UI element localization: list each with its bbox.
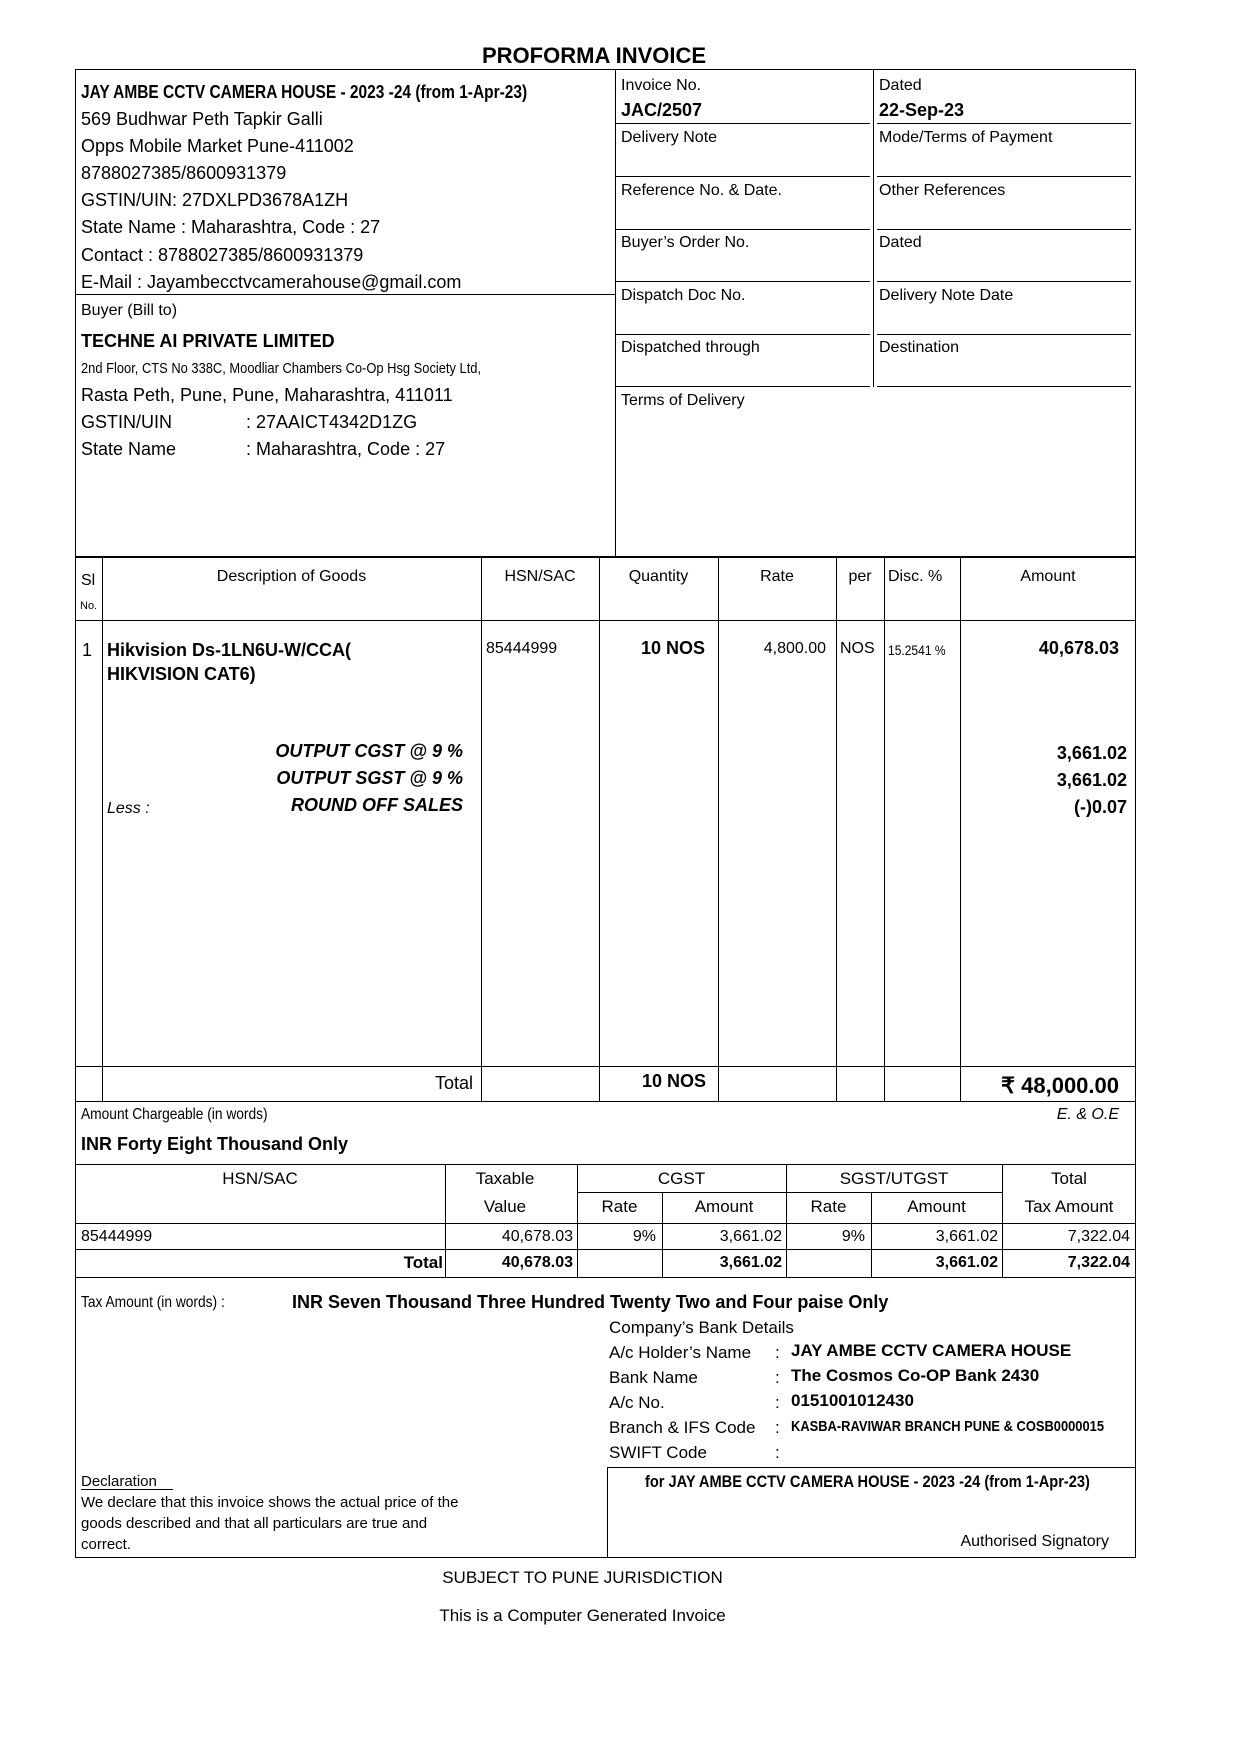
col-quantity: Quantity (628, 568, 689, 585)
buyer-state-label: State Name (81, 439, 177, 459)
round-off-amount: (-)0.07 (1073, 797, 1127, 817)
items-top (75, 556, 1136, 558)
declaration-line-2: goods described and that all particulars are true and (81, 1515, 428, 1532)
buyer-address-2: Rasta Peth, Pune, Pune, Maharashtra, 411011 (81, 385, 453, 405)
meta-line (877, 123, 1131, 124)
less-prefix: Less : (107, 800, 150, 817)
tax-line (75, 1277, 1136, 1278)
tax-row-hsn: 85444999 (81, 1228, 153, 1245)
signature-for: for JAY AMBE CCTV CAMERA HOUSE - 2023 -24 (from 1-Apr-23) (645, 1472, 1090, 1491)
bank-colon: : (775, 1343, 780, 1362)
meta-line (615, 229, 870, 230)
invoice-date: 22-Sep-23 (879, 100, 965, 120)
destination-label: Destination (879, 339, 960, 356)
tax-total-amount: 7,322.04 (1067, 1254, 1130, 1271)
total-amount: ₹ 48,000.00 (1001, 1073, 1119, 1098)
bank-acno: 0151001012430 (791, 1391, 914, 1410)
total-quantity: 10 NOS (641, 1071, 706, 1091)
bank-swift-label: SWIFT Code (609, 1443, 707, 1462)
authorised-signatory: Authorised Signatory (960, 1533, 1109, 1550)
item-amount: 40,678.03 (1038, 638, 1119, 658)
meta-line (877, 229, 1131, 230)
meta-line (877, 281, 1131, 282)
meta-divider (873, 69, 874, 387)
seller-name: JAY AMBE CCTV CAMERA HOUSE - 2023 -24 (from 1-Apr-23) (81, 82, 528, 102)
sgst-amount: 3,661.02 (1056, 770, 1127, 790)
buyers-order-label: Buyer’s Order No. (621, 234, 750, 251)
bank-branch-label: Branch & IFS Code (609, 1418, 756, 1437)
seller-address-1: 569 Budhwar Peth Tapkir Galli (81, 109, 323, 129)
bank-holder: JAY AMBE CCTV CAMERA HOUSE (791, 1341, 1072, 1360)
jurisdiction: SUBJECT TO PUNE JURISDICTION (442, 1568, 723, 1587)
tax-col-taxable-1: Taxable (475, 1169, 535, 1188)
tax-col-hsn: HSN/SAC (222, 1169, 298, 1188)
bank-holder-label: A/c Holder’s Name (609, 1343, 752, 1362)
tax-total-cgst: 3,661.02 (719, 1254, 782, 1271)
cgst-amount: 3,661.02 (1056, 743, 1127, 763)
col-per: per (848, 568, 872, 585)
tax-amount-in-words: INR Seven Thousand Three Hundred Twenty Two and Four paise Only (292, 1292, 889, 1312)
tax-line (75, 1249, 1136, 1250)
reference-label: Reference No. & Date. (621, 182, 782, 199)
col-description: Description of Goods (216, 568, 367, 585)
signature-box-left (607, 1467, 608, 1558)
tax-col-cgst-rate: Rate (601, 1197, 638, 1216)
invoice-no-label: Invoice No. (621, 77, 702, 94)
meta-line (615, 386, 870, 387)
bank-colon: : (775, 1418, 780, 1437)
col-no: No. (80, 600, 98, 612)
mode-terms-label: Mode/Terms of Payment (879, 129, 1053, 146)
tax-row-taxable: 40,678.03 (501, 1228, 573, 1245)
bank-colon: : (775, 1368, 780, 1387)
tax-row-sgst-amount: 3,661.02 (935, 1228, 998, 1245)
item-hsn: 85444999 (486, 640, 558, 657)
buyer-state-value: : Maharashtra, Code : 27 (246, 439, 446, 459)
items-header-bottom (75, 620, 1136, 621)
tax-line (75, 1223, 1136, 1224)
cgst-label: OUTPUT CGST @ 9 % (275, 741, 463, 761)
tax-row-total: 7,322.04 (1067, 1228, 1130, 1245)
header-divider (615, 69, 616, 556)
seller-email: E-Mail : Jayambecctvcamerahouse@gmail.com (81, 272, 462, 292)
dispatched-through-label: Dispatched through (621, 339, 760, 356)
col-hsn: HSN/SAC (504, 568, 576, 585)
page-title: PROFORMA INVOICE (482, 43, 707, 68)
frame-left (75, 69, 76, 1558)
terms-of-delivery-label: Terms of Delivery (621, 392, 745, 409)
frame-bottom (75, 1557, 1136, 1558)
tax-row-sgst-rate: 9% (841, 1228, 865, 1245)
dated-label: Dated (879, 77, 922, 94)
meta-line (877, 334, 1131, 335)
buyer-gstin-label: GSTIN/UIN (81, 412, 173, 432)
tax-col-cgst-amount: Amount (694, 1197, 754, 1216)
tax-col-sgst-amount: Amount (907, 1197, 966, 1216)
seller-state: State Name : Maharashtra, Code : 27 (81, 217, 381, 237)
amount-words-label: Amount Chargeable (in words) (81, 1106, 268, 1123)
meta-line (615, 123, 870, 124)
tax-col-sgst-rate: Rate (810, 1197, 847, 1216)
seller-gstin: GSTIN/UIN: 27DXLPD3678A1ZH (81, 190, 349, 210)
item-description-2: HIKVISION CAT6) (107, 664, 256, 684)
item-quantity: 10 NOS (640, 638, 705, 658)
buyer-heading: Buyer (Bill to) (81, 302, 178, 319)
item-rate: 4,800.00 (763, 640, 826, 657)
bank-branch: KASBA-RAVIWAR BRANCH PUNE & COSB0000015 (791, 1418, 1105, 1435)
tax-subheader-line (577, 1192, 1002, 1193)
col-disc: Disc. % (888, 568, 943, 585)
meta-line (877, 176, 1131, 177)
bank-name: The Cosmos Co-OP Bank 2430 (791, 1366, 1040, 1385)
item-description-1: Hikvision Ds-1LN6U-W/CCA( (107, 640, 352, 660)
meta-line (615, 281, 870, 282)
delivery-note-date-label: Delivery Note Date (879, 287, 1014, 304)
bank-name-label: Bank Name (609, 1368, 698, 1387)
seller-address-2: Opps Mobile Market Pune-411002 (81, 136, 354, 156)
col-line (481, 556, 482, 1101)
tax-total-sgst: 3,661.02 (935, 1254, 998, 1271)
col-rate: Rate (760, 568, 794, 585)
invoice-no: JAC/2507 (621, 100, 703, 120)
col-line (718, 556, 719, 1101)
other-references-label: Other References (879, 182, 1006, 199)
tax-row-cgst-amount: 3,661.02 (719, 1228, 782, 1245)
bank-heading: Company’s Bank Details (609, 1318, 794, 1337)
tax-total-label: Total (403, 1253, 443, 1272)
total-row-bottom (75, 1101, 1136, 1102)
declaration-line-3: correct. (81, 1536, 132, 1553)
signature-box-top (607, 1467, 1136, 1468)
tax-col-total-2: Tax Amount (1024, 1197, 1114, 1216)
meta-line (877, 386, 1131, 387)
tax-row-cgst-rate: 9% (632, 1228, 656, 1245)
tax-total-taxable: 40,678.03 (501, 1254, 573, 1271)
bank-colon: : (775, 1393, 780, 1412)
item-per: NOS (840, 640, 875, 657)
tax-col-cgst: CGST (657, 1169, 706, 1188)
seller-buyer-divider (75, 294, 615, 295)
item-discount: 15.2541 % (888, 642, 946, 658)
tax-table-top (75, 1164, 1136, 1165)
seller-contact: Contact : 8788027385/8600931379 (81, 245, 364, 265)
declaration-line-1: We declare that this invoice shows the actual price of the (81, 1494, 459, 1511)
tax-col-taxable-2: Value (483, 1197, 527, 1216)
col-line (884, 556, 885, 1101)
meta-line (615, 334, 870, 335)
total-row-top (75, 1066, 1136, 1067)
buyer-address-1: 2nd Floor, CTS No 338C, Moodliar Chambers Co-Op Hsg Society Ltd, (81, 360, 482, 377)
computer-generated-note: This is a Computer Generated Invoice (439, 1606, 726, 1625)
bank-acno-label: A/c No. (609, 1393, 665, 1412)
bank-colon: : (775, 1443, 780, 1462)
sgst-label: OUTPUT SGST @ 9 % (276, 768, 463, 788)
amount-in-words: INR Forty Eight Thousand Only (81, 1134, 348, 1154)
frame-right (1135, 69, 1136, 1558)
dated2-label: Dated (879, 234, 922, 251)
buyer-name: TECHNE AI PRIVATE LIMITED (81, 331, 335, 351)
dispatch-doc-label: Dispatch Doc No. (621, 287, 746, 304)
seller-phone: 8788027385/8600931379 (81, 163, 287, 183)
declaration-heading: Declaration (81, 1473, 157, 1490)
item-sl: 1 (82, 640, 93, 660)
tax-col-total-1: Total (1051, 1169, 1087, 1188)
col-sl: Sl (81, 572, 96, 589)
delivery-note-label: Delivery Note (621, 129, 718, 146)
eoe: E. & O.E (1056, 1106, 1119, 1123)
frame-top (75, 69, 1136, 70)
buyer-gstin-value: : 27AAICT4342D1ZG (246, 412, 418, 432)
col-line (836, 556, 837, 1101)
col-amount: Amount (1020, 568, 1076, 585)
round-off-label: ROUND OFF SALES (290, 795, 463, 815)
tax-col-sgst: SGST/UTGST (839, 1169, 949, 1188)
total-label: Total (434, 1073, 473, 1093)
meta-line (615, 176, 870, 177)
tax-words-label: Tax Amount (in words) : (81, 1294, 225, 1311)
col-line (102, 556, 103, 1101)
